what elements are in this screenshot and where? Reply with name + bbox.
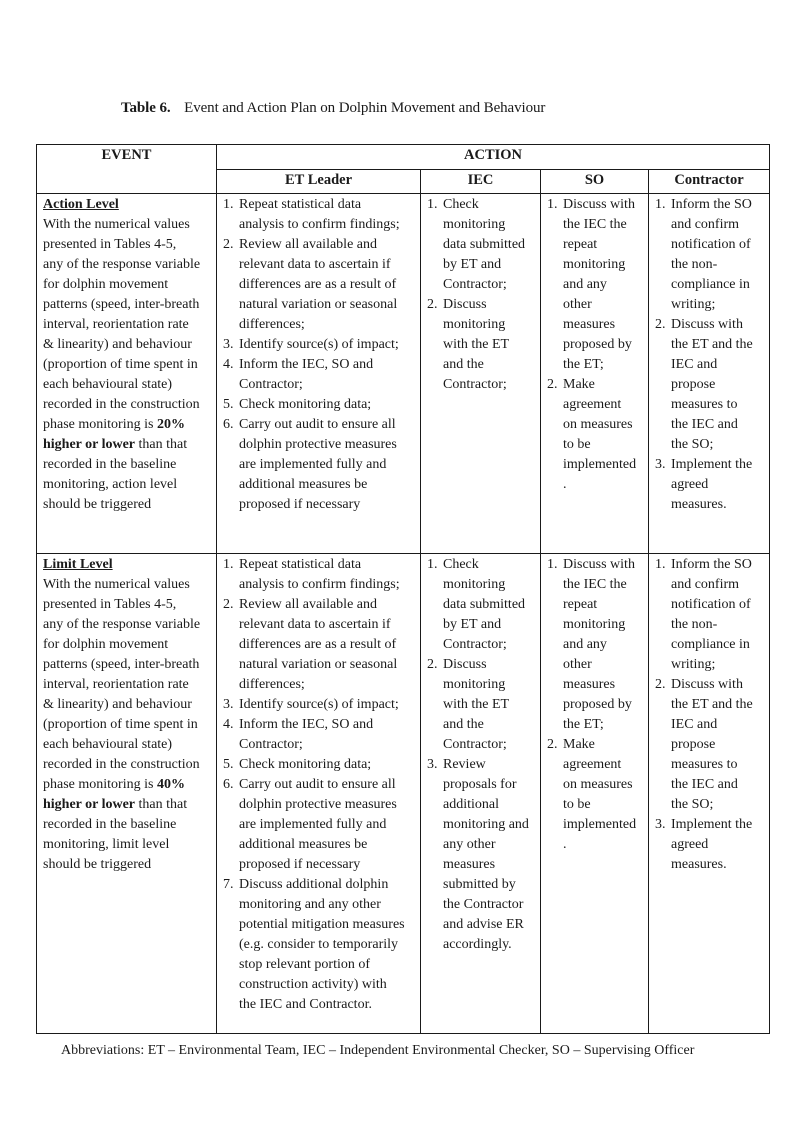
contractor-actions <box>655 195 765 515</box>
item-text: Discuss monitoring with the ET and the Contractor; <box>443 297 510 392</box>
event-description <box>43 215 212 515</box>
action-item <box>223 775 416 875</box>
item-number: 6. <box>223 777 234 792</box>
item-text: Implement the agreed measures. <box>671 457 753 512</box>
item-text: Inform the IEC, SO and Contractor; <box>239 717 374 752</box>
abbreviations-footnote: Abbreviations: ET – Environmental Team, IEC – Independent Environmental Checker, SO – Supervising Officer <box>61 1043 695 1058</box>
item-text: Repeat statistical data analysis to confirm findings; <box>239 197 400 232</box>
item-number: 3. <box>223 337 234 352</box>
event-action-table <box>36 144 770 1034</box>
action-item <box>223 875 416 1015</box>
item-number: 5. <box>223 757 234 772</box>
so-actions <box>547 195 644 495</box>
header-so: SO <box>541 170 649 194</box>
et-leader-actions-cell <box>217 554 421 1034</box>
action-item <box>223 415 416 515</box>
action-item <box>223 695 416 715</box>
item-number: 1. <box>547 197 558 212</box>
item-text: Identify source(s) of impact; <box>239 697 399 712</box>
item-number: 2. <box>427 297 438 312</box>
header-contractor: Contractor <box>649 170 770 194</box>
action-item <box>547 195 644 375</box>
iec-actions <box>427 195 536 395</box>
event-cell <box>37 554 217 1034</box>
table-title: Event and Action Plan on Dolphin Movement and Behaviour <box>184 100 546 116</box>
contractor-actions-cell <box>649 194 770 554</box>
item-text: Check monitoring data submitted by ET and Contractor; <box>443 197 526 292</box>
action-item <box>427 655 536 755</box>
item-number: 1. <box>223 197 234 212</box>
item-text: Check monitoring data; <box>239 397 372 412</box>
action-item <box>655 675 765 815</box>
table-caption <box>121 100 545 117</box>
contractor-actions <box>655 555 765 875</box>
item-number: 2. <box>655 317 666 332</box>
event-text-start: With the numerical values presented in Tables 4-5, any of the response variable for dolphin movement patterns (speed, inter-breath interval, reorientation rate & linearity) and behaviour (proportion of time spent in each behavioural state) recorded in the construction phase monitoring is <box>43 577 201 792</box>
header-event: EVENT <box>37 145 217 194</box>
item-text: Review proposals for additional monitoring and any other measures submitted by the Contractor and advise ER accordingly. <box>443 757 529 952</box>
event-text-start: With the numerical values presented in Tables 4-5, any of the response variable for dolphin movement patterns (speed, inter-breath interval, reorientation rate & linearity) and behaviour (proportion of time spent in each behavioural state) recorded in the construction phase monitoring is <box>43 217 201 432</box>
item-text: Inform the SO and confirm notification of the non- compliance in writing; <box>671 197 752 312</box>
table-row-limit-level <box>37 554 770 1034</box>
item-text: Carry out audit to ensure all dolphin protective measures are implemented fully and additional measures be proposed if necessary <box>239 777 397 872</box>
contractor-actions-cell <box>649 554 770 1034</box>
action-item <box>427 555 536 655</box>
item-text: Discuss with the IEC the repeat monitoring and any other measures proposed by the ET; <box>563 197 635 372</box>
action-item <box>655 815 765 875</box>
item-number: 2. <box>223 597 234 612</box>
level-title: Action Level <box>43 197 119 212</box>
item-number: 2. <box>655 677 666 692</box>
action-item <box>427 195 536 295</box>
event-cell <box>37 194 217 554</box>
so-actions <box>547 555 644 855</box>
item-number: 1. <box>427 197 438 212</box>
action-item <box>223 555 416 595</box>
action-item <box>223 715 416 755</box>
header-row-1 <box>37 145 770 170</box>
item-text: Review all available and relevant data to ascertain if differences are as a result of natural variation or seasonal differences; <box>239 597 398 692</box>
level-title: Limit Level <box>43 557 113 572</box>
action-item <box>427 295 536 395</box>
action-item <box>223 195 416 235</box>
item-text: Make agreement on measures to be implemented . <box>563 737 637 852</box>
action-item <box>223 755 416 775</box>
item-number: 4. <box>223 357 234 372</box>
item-number: 7. <box>223 877 234 892</box>
item-text: Discuss with the IEC the repeat monitoring and any other measures proposed by the ET; <box>563 557 635 732</box>
action-item <box>223 395 416 415</box>
event-text-end: than that recorded in the baseline monitoring, limit level should be triggered <box>43 797 188 872</box>
action-item <box>655 455 765 515</box>
item-text: Repeat statistical data analysis to confirm findings; <box>239 557 400 592</box>
header-iec: IEC <box>421 170 541 194</box>
item-text: Discuss monitoring with the ET and the Contractor; <box>443 657 510 752</box>
item-number: 6. <box>223 417 234 432</box>
action-item <box>223 235 416 335</box>
et-leader-actions <box>223 195 416 515</box>
item-number: 3. <box>223 697 234 712</box>
item-number: 1. <box>547 557 558 572</box>
item-number: 5. <box>223 397 234 412</box>
action-item <box>223 595 416 695</box>
item-text: Review all available and relevant data to ascertain if differences are as a result of natural variation or seasonal differences; <box>239 237 398 332</box>
item-text: Inform the IEC, SO and Contractor; <box>239 357 374 392</box>
item-number: 2. <box>223 237 234 252</box>
item-text: Discuss with the ET and the IEC and propose measures to the IEC and the SO; <box>671 317 753 452</box>
action-item <box>223 335 416 355</box>
item-number: 1. <box>655 557 666 572</box>
item-text: Identify source(s) of impact; <box>239 337 399 352</box>
item-number: 1. <box>655 197 666 212</box>
item-text: Inform the SO and confirm notification of the non- compliance in writing; <box>671 557 752 672</box>
iec-actions <box>427 555 536 955</box>
item-text: Discuss with the ET and the IEC and propose measures to the IEC and the SO; <box>671 677 753 812</box>
action-item <box>655 555 765 675</box>
action-item <box>547 735 644 855</box>
item-number: 3. <box>427 757 438 772</box>
event-description <box>43 575 212 875</box>
item-number: 2. <box>547 377 558 392</box>
item-number: 2. <box>547 737 558 752</box>
action-item <box>427 755 536 955</box>
item-number: 3. <box>655 457 666 472</box>
action-item <box>547 375 644 495</box>
action-item <box>655 315 765 455</box>
item-number: 3. <box>655 817 666 832</box>
item-text: Check monitoring data submitted by ET and Contractor; <box>443 557 526 652</box>
so-actions-cell <box>541 194 649 554</box>
table-number: Table 6. <box>121 100 171 116</box>
item-text: Make agreement on measures to be implemented . <box>563 377 637 492</box>
header-action: ACTION <box>217 145 770 170</box>
table-row-action-level <box>37 194 770 554</box>
action-item <box>547 555 644 735</box>
item-text: Implement the agreed measures. <box>671 817 753 872</box>
item-number: 2. <box>427 657 438 672</box>
iec-actions-cell <box>421 554 541 1034</box>
event-text-end: than that recorded in the baseline monitoring, action level should be triggered <box>43 437 188 512</box>
action-item <box>655 195 765 315</box>
event-threshold: 40% higher or lower <box>43 777 185 812</box>
item-text: Discuss additional dolphin monitoring and any other potential mitigation measures (e.g. consider to temporarily stop relevant portion of construction activity) with the IEC and Contractor. <box>239 877 405 1012</box>
et-leader-actions-cell <box>217 194 421 554</box>
item-text: Carry out audit to ensure all dolphin protective measures are implemented fully and additional measures be proposed if necessary <box>239 417 397 512</box>
item-number: 4. <box>223 717 234 732</box>
header-et-leader: ET Leader <box>217 170 421 194</box>
et-leader-actions <box>223 555 416 1015</box>
event-threshold: 20% higher or lower <box>43 417 185 452</box>
item-number: 1. <box>223 557 234 572</box>
action-item <box>223 355 416 395</box>
item-number: 1. <box>427 557 438 572</box>
so-actions-cell <box>541 554 649 1034</box>
iec-actions-cell <box>421 194 541 554</box>
item-text: Check monitoring data; <box>239 757 372 772</box>
